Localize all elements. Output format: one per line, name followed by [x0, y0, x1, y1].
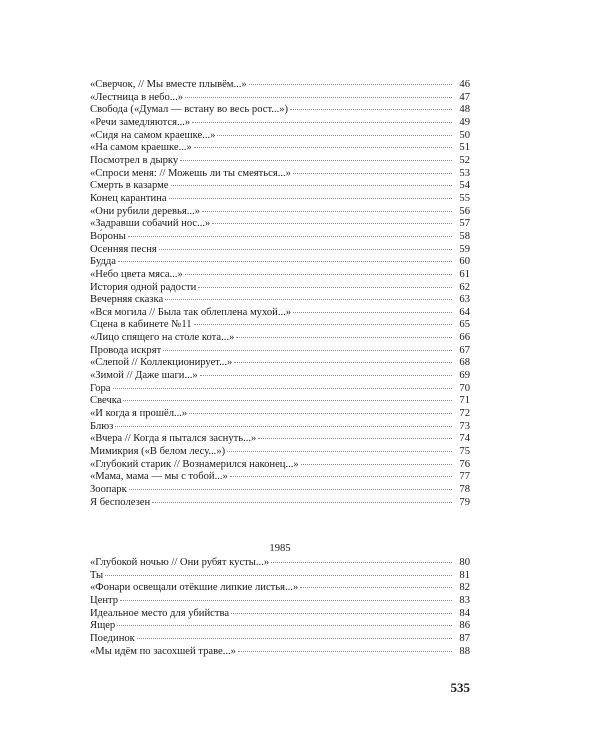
toc-entry-page: 75 — [459, 446, 470, 458]
toc-entry-page: 71 — [459, 395, 470, 407]
toc-entry-title: «Задравши собачий нос...» — [90, 218, 211, 230]
dot-leader — [159, 249, 452, 250]
toc-entry-title: Поединок — [90, 632, 135, 644]
toc-entry-title: Блюз — [90, 420, 114, 432]
toc-entry — [90, 421, 470, 434]
toc-entry-title: Вечерняя сказка — [90, 294, 164, 306]
dot-leader — [217, 135, 452, 136]
dot-leader — [113, 388, 453, 389]
toc-entry — [90, 79, 470, 92]
toc-entry-title: Смерть в казарме — [90, 180, 169, 192]
toc-entry-title: Посмотрел в дырку — [90, 154, 179, 166]
toc-entry-page: 73 — [459, 420, 470, 432]
dot-leader — [200, 375, 452, 376]
toc-entry-title: «Лестница в небо...» — [90, 91, 184, 103]
toc-entry — [90, 180, 470, 193]
dot-leader — [123, 400, 452, 401]
dot-leader — [271, 562, 452, 563]
toc-entry-title: «И когда я прошёл...» — [90, 408, 188, 420]
toc-entry — [90, 282, 470, 295]
toc-entry-title: Свечка — [90, 395, 122, 407]
toc-entry-title: История одной радости — [90, 281, 197, 293]
toc-entry — [90, 595, 470, 608]
toc-entry-title: «Глубокий старик // Вознамерился наконец...» — [90, 458, 299, 470]
toc-entry — [90, 307, 470, 320]
toc-entry-page: 58 — [459, 230, 470, 242]
dot-leader — [128, 236, 452, 237]
toc-entry-page: 59 — [459, 243, 470, 255]
toc-entry — [90, 471, 470, 484]
toc-entry-page: 65 — [459, 319, 470, 331]
toc-entry-title: Свобода («Думал — встану во весь рост...») — [90, 104, 289, 116]
toc-entry-title: Провода искрят — [90, 344, 162, 356]
toc-entry-title: «Лицо спящего на столе кота...» — [90, 332, 235, 344]
toc-entry-page: 74 — [459, 433, 470, 445]
toc-entry-page: 66 — [459, 332, 470, 344]
toc-entry — [90, 168, 470, 181]
toc-entry-page: 84 — [459, 607, 470, 619]
toc-section-a — [90, 79, 470, 509]
toc-entry-title: «Речи замедляются...» — [90, 116, 191, 128]
toc-entry-page: 51 — [459, 142, 470, 154]
toc-entry — [90, 294, 470, 307]
toc-entry — [90, 582, 470, 595]
dot-leader — [236, 337, 452, 338]
toc-entry-page: 83 — [459, 594, 470, 606]
toc-entry — [90, 231, 470, 244]
dot-leader — [189, 413, 452, 414]
toc-entry — [90, 244, 470, 257]
toc-entry-page: 87 — [459, 632, 470, 644]
toc-entry-title: Во́роны — [90, 230, 126, 242]
toc-entry — [90, 370, 470, 383]
toc-entry-title: «Они рубили деревья...» — [90, 205, 200, 217]
dot-leader — [129, 489, 452, 490]
toc-entry-page: 80 — [459, 557, 470, 568]
toc-entry — [90, 130, 470, 143]
toc-entry-page: 86 — [459, 620, 470, 632]
dot-leader — [234, 362, 452, 363]
toc-entry — [90, 256, 470, 269]
dot-leader — [301, 464, 452, 465]
toc-entry-title: «На самом краешке...» — [90, 142, 192, 154]
toc-entry — [90, 608, 470, 621]
toc-entry-title: «Зимой // Даже шаги...» — [90, 370, 198, 382]
toc-entry-page: 63 — [459, 294, 470, 306]
toc-entry-title: Ты — [90, 569, 104, 581]
dot-leader — [202, 211, 452, 212]
toc-entry-page: 62 — [459, 281, 470, 293]
dot-leader — [192, 122, 452, 123]
toc-entry — [90, 92, 470, 105]
toc-entry-title: «Мы идём по засохшей траве...» — [90, 645, 236, 657]
dot-leader — [165, 299, 452, 300]
toc-entry — [90, 142, 470, 155]
dot-leader — [194, 147, 452, 148]
dot-leader — [120, 600, 452, 601]
toc-entry-title: Зоопарк — [90, 484, 127, 495]
dot-leader — [185, 274, 452, 275]
toc-entry — [90, 269, 470, 282]
toc-entry-page: 46 — [459, 79, 470, 90]
toc-entry-title: «Небо цвета мяса...» — [90, 268, 183, 280]
toc-entry-page: 68 — [459, 357, 470, 369]
toc-entry-page: 70 — [459, 382, 470, 394]
toc-entry-page: 79 — [459, 496, 470, 508]
toc-entry — [90, 433, 470, 446]
toc-entry — [90, 357, 470, 370]
toc-entry-page: 82 — [459, 582, 470, 594]
dot-leader — [171, 185, 452, 186]
toc-entry-title: «Фонари освещали отёкшие липкие листья...» — [90, 582, 299, 594]
toc-entry-title: «Мама, мама — мы с тобой...» — [90, 471, 228, 483]
toc-entry-page: 88 — [459, 645, 470, 657]
toc-entry — [90, 206, 470, 219]
toc-entry-page: 76 — [459, 458, 470, 470]
toc-entry — [90, 383, 470, 396]
toc-entry-title: «Спроси меня: // Можешь ли ты смеяться...» — [90, 167, 291, 179]
toc-entry — [90, 117, 470, 130]
toc-entry-title: Идеальное место для убийства — [90, 607, 230, 619]
toc-entry — [90, 155, 470, 168]
toc-entry — [90, 332, 470, 345]
dot-leader — [105, 575, 452, 576]
dot-leader — [180, 160, 452, 161]
page-number: 535 — [450, 680, 470, 695]
toc-entry-page: 48 — [459, 104, 470, 116]
toc-entry — [90, 408, 470, 421]
dot-leader — [117, 625, 452, 626]
toc-entry — [90, 620, 470, 633]
year-heading: 1985 — [269, 543, 291, 554]
toc-entry-page: 54 — [459, 180, 470, 192]
toc-entry-title: «Глубокой ночью // Они рубят кусты...» — [90, 557, 270, 568]
toc-entry — [90, 319, 470, 332]
toc-entry-page: 81 — [459, 569, 470, 581]
toc-entry-page: 64 — [459, 306, 470, 318]
dot-leader — [290, 109, 452, 110]
toc-entry-title: Мимикрия («В белом лесу...») — [90, 446, 226, 458]
dot-leader — [169, 198, 452, 199]
dot-leader — [230, 476, 452, 477]
toc-entry — [90, 484, 470, 497]
toc-entry-title: Будда — [90, 256, 116, 268]
dot-leader — [231, 613, 452, 614]
toc-entry — [90, 570, 470, 583]
toc-entry-page: 52 — [459, 154, 470, 166]
toc-entry — [90, 446, 470, 459]
toc-entry-page: 57 — [459, 218, 470, 230]
toc-entry-title: «Сверчок, // Мы вместе плывём...» — [90, 79, 247, 90]
toc-entry-title: «Вся могила // Была так облеплена мухой...» — [90, 306, 292, 318]
toc-entry-title: Конец карантина — [90, 192, 167, 204]
toc-entry — [90, 218, 470, 231]
dot-leader — [227, 451, 452, 452]
dot-leader — [185, 97, 452, 98]
dot-leader — [118, 261, 452, 262]
toc-entry-page: 49 — [459, 116, 470, 128]
toc-entry-title: Осенняя песня — [90, 243, 157, 255]
dot-leader — [258, 438, 452, 439]
toc-entry-page: 56 — [459, 205, 470, 217]
dot-leader — [238, 651, 452, 652]
toc-entry — [90, 345, 470, 358]
toc-entry-title: «Вчера // Когда я пытался заснуть...» — [90, 433, 257, 445]
toc-entry-title: «Сидя на самом краешке...» — [90, 129, 216, 141]
toc-entry-page: 61 — [459, 268, 470, 280]
toc-entry-title: Сцена в кабинете №11 — [90, 319, 192, 331]
dot-leader — [300, 587, 452, 588]
toc-entry — [90, 459, 470, 472]
dot-leader — [198, 287, 452, 288]
dot-leader — [152, 502, 452, 503]
toc-entry — [90, 557, 470, 570]
dot-leader — [293, 312, 452, 313]
toc-entry-page: 72 — [459, 408, 470, 420]
toc-entry — [90, 646, 470, 659]
toc-entry-page: 53 — [459, 167, 470, 179]
dot-leader — [293, 173, 452, 174]
toc-entry-title: Гора — [90, 382, 111, 394]
toc-entry-page: 60 — [459, 256, 470, 268]
toc-entry-page: 50 — [459, 129, 470, 141]
toc-entry — [90, 395, 470, 408]
toc-entry-page: 47 — [459, 91, 470, 103]
toc-entry-title: Центр — [90, 594, 119, 606]
toc-entry-page: 77 — [459, 471, 470, 483]
toc-entry-page: 67 — [459, 344, 470, 356]
toc-entry — [90, 633, 470, 646]
dot-leader — [194, 324, 452, 325]
dot-leader — [249, 84, 452, 85]
toc-entry — [90, 497, 470, 510]
dot-leader — [163, 350, 452, 351]
toc-entry-page: 78 — [459, 484, 470, 495]
toc-entry-title: Ящер — [90, 620, 116, 632]
toc-entry-page: 69 — [459, 370, 470, 382]
toc-entry-page: 55 — [459, 192, 470, 204]
toc-section-b — [90, 557, 470, 658]
toc-entry-title: «Слепой // Коллекционирует...» — [90, 357, 233, 369]
toc-entry — [90, 104, 470, 117]
dot-leader — [137, 638, 452, 639]
dot-leader — [115, 426, 452, 427]
toc-entry-title: Я бесполезен — [90, 496, 151, 508]
toc-entry — [90, 193, 470, 206]
dot-leader — [212, 223, 452, 224]
